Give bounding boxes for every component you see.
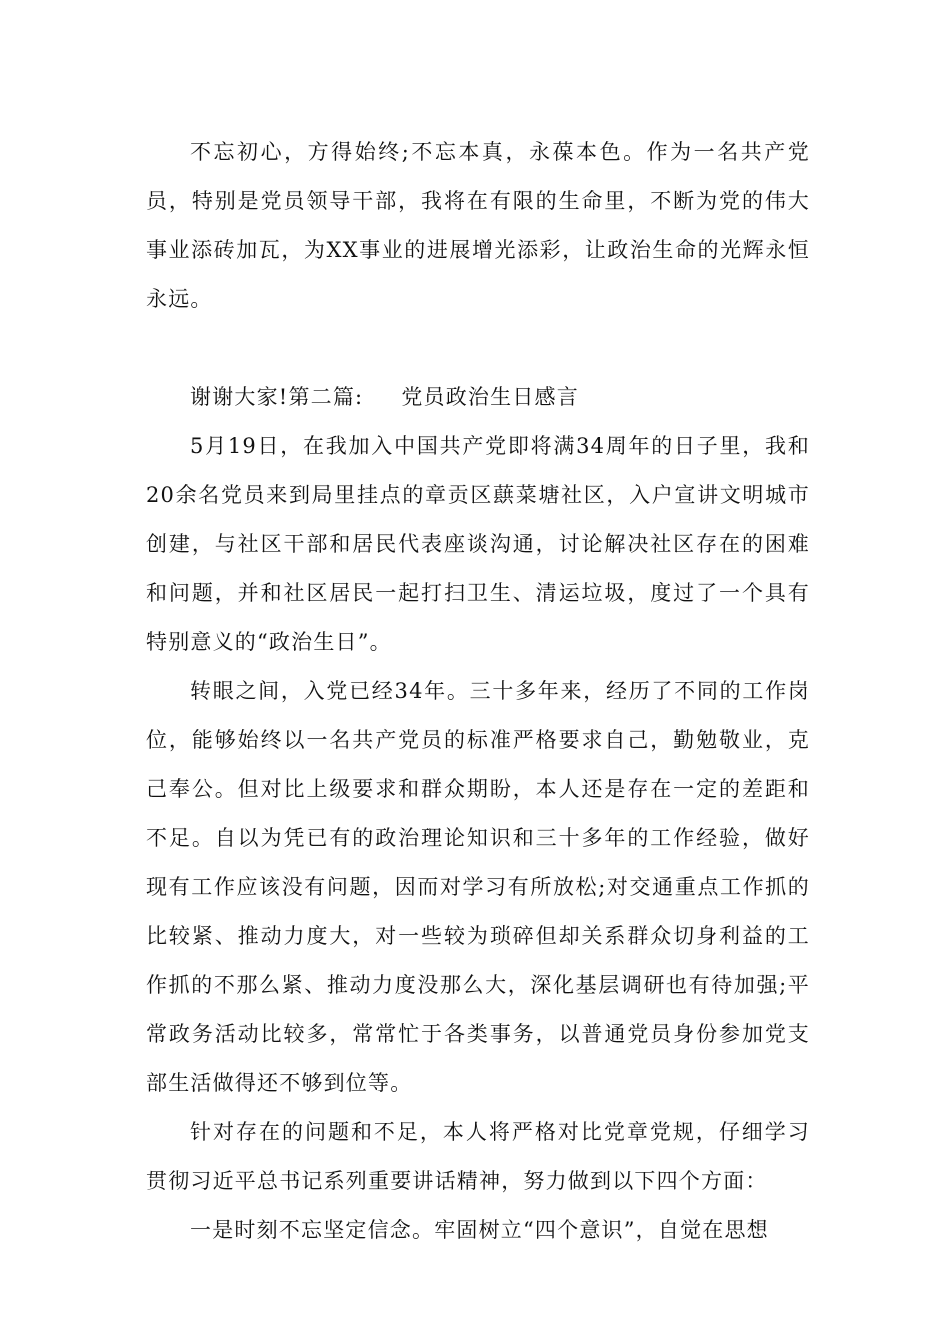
paragraph-closing: 不忘初心，方得始终;不忘本真，永葆本色。作为一名共产党员，特别是党员领导干部，我将在有限的生命里，不断为党的伟大事业添砖加瓦，为XX事业的进展增光添彩，让政治生命的光辉永恒永远。 xyxy=(146,140,810,311)
paragraph-gap xyxy=(146,324,810,373)
section-heading xyxy=(146,373,810,422)
document-page xyxy=(146,128,810,1255)
paragraph-point-one: 一是时刻不忘坚定信念。牢固树立“四个意识”，自觉在思想 xyxy=(190,1218,769,1242)
heading-title: 党员政治生日感言 xyxy=(401,385,579,409)
paragraph-activity: 5月19日，在我加入中国共产党即将满34周年的日子里，我和20余名党员来到局里挂点的章贡区蕻菜塘社区，入户宣讲文明城市创建，与社区干部和居民代表座谈沟通，讨论解决社区存在的困难和问题，并和社区居民一起打扫卫生、清运垃圾，度过了一个具有特别意义的“政治生日”。 xyxy=(146,434,810,654)
paragraph-measures: 针对存在的问题和不足，本人将严格对比党章党规，仔细学习贯彻习近平总书记系列重要讲话精神，努力做到以下四个方面： xyxy=(146,1120,810,1193)
heading-lead: 谢谢大家!第二篇: xyxy=(190,385,364,409)
paragraph-reflection: 转眼之间，入党已经34年。三十多年来，经历了不同的工作岗位，能够始终以一名共产党员的标准严格要求自己，勤勉敬业，克己奉公。但对比上级要求和群众期盼，本人还是存在一定的差距和不足。自以为凭已有的政治理论知识和三十多年的工作经验，做好现有工作应该没有问题，因而对学习有所放松;对交通重点工作抓的比较紧、推动力度大，对一些较为琐碎但却关系群众切身利益的工作抓的不那么紧、推动力度没那么大，深化基层调研也有待加强;平常政务活动比较多，常常忙于各类事务，以普通党员身份参加党支部生活做得还不够到位等。 xyxy=(146,679,810,1095)
